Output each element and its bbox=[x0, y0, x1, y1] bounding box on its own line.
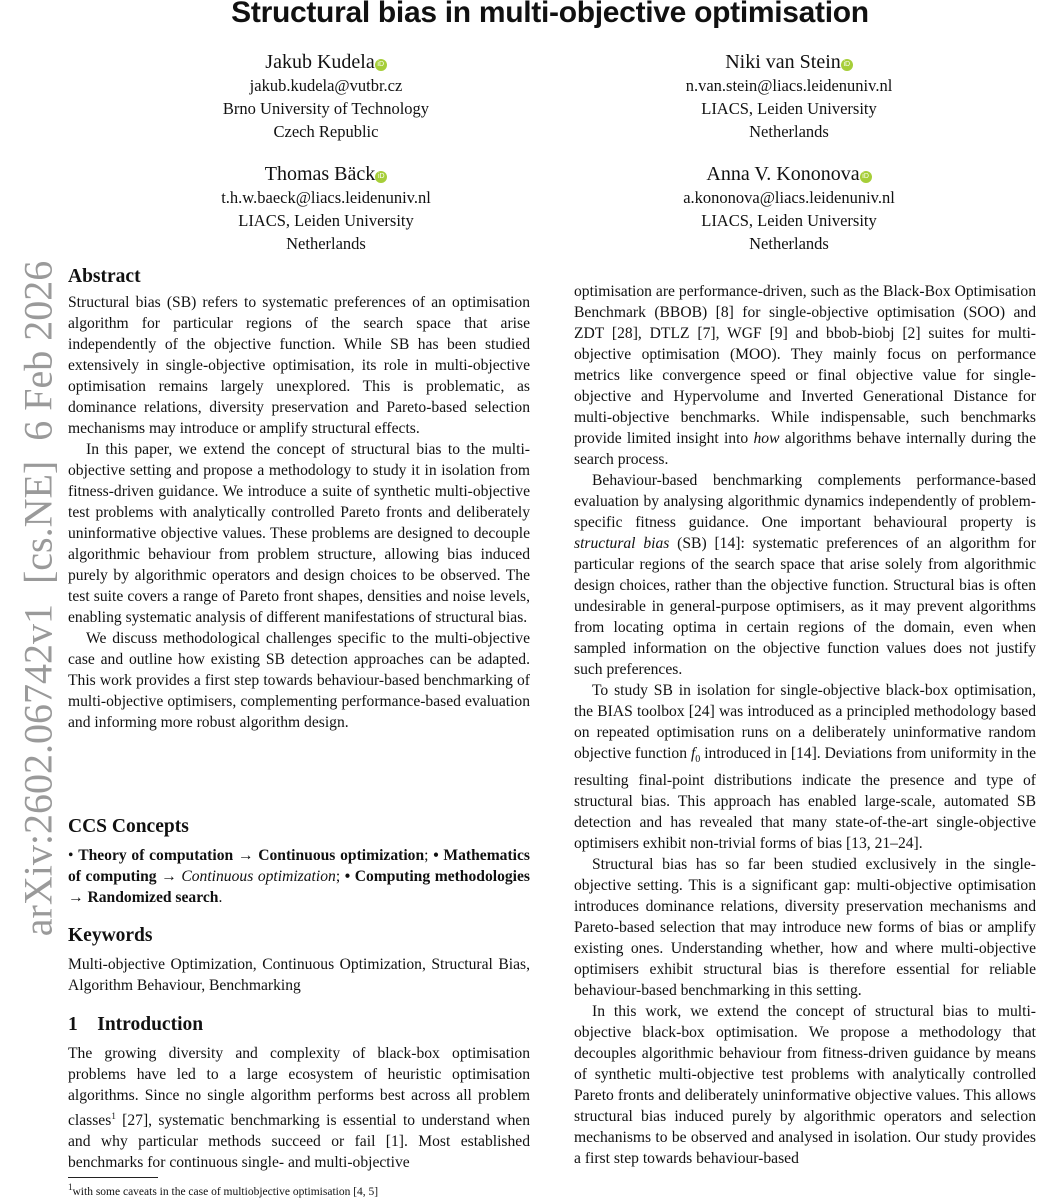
introduction-heading bbox=[68, 1012, 203, 1038]
arrow: → bbox=[233, 847, 259, 864]
author-country: Netherlands bbox=[286, 234, 366, 253]
author-affiliation: LIACS, Leiden University bbox=[701, 99, 877, 118]
footnote-divider bbox=[68, 1177, 158, 1178]
section-title: Introduction bbox=[97, 1014, 204, 1035]
arxiv-identifier[interactable]: arXiv:2602.06742v1 [cs.NE] 6 Feb 2026 bbox=[15, 260, 61, 937]
footnote bbox=[68, 1180, 378, 1199]
orcid-icon[interactable]: iD bbox=[375, 59, 387, 71]
intro-paragraph bbox=[68, 1043, 530, 1173]
abstract-heading: Abstract bbox=[68, 266, 141, 287]
ccs-term: Computing methodologies bbox=[354, 868, 530, 885]
footnote-mark: 1 bbox=[68, 1182, 73, 1192]
author-block bbox=[589, 162, 989, 255]
author-name: Anna V. Kononova bbox=[706, 163, 860, 185]
abstract-paragraph: We discuss methodological challenges specific to the multi-objective case and outline how existing SB detection approaches can be adapted. This work provides a first step towards behaviour-based benchmarking of multi-objective optimisers, complementing performance-based evaluation and informing more robust algorithm design. bbox=[68, 630, 530, 731]
keywords-heading: Keywords bbox=[68, 925, 153, 946]
ccs-term: Continuous optimization bbox=[258, 847, 425, 864]
ccs-concepts bbox=[68, 845, 530, 908]
author-block bbox=[589, 50, 989, 143]
text: (SB) [14]: systematic preferences of an algorithm for particular regions of the search space that arise solely from algorithmic design choices, rather than the objective function. Structural bias is often undesirable in general-purpose optimisers, as it may prevent algorithms from locating optima in certain regions of the domain, even when sampled information on the objective function values does not justify such preferences. bbox=[574, 535, 1036, 678]
bullet: • bbox=[433, 847, 444, 864]
footnote-text: with some caveats in the case of multiobjective optimisation [4, 5] bbox=[72, 1185, 379, 1198]
intro-paragraph: In this work, we extend the concept of structural bias to multi-objective black-box optimisation. We propose a methodology that decouples algorithmic behaviour from fitness-driven guidance by means of synthetic multi-objective test problems with analytically controlled Pareto fronts and deliberately uninformative objective values. This allows structural bias induced purely by algorithmic operators and selection mechanisms to be observed and analysed in isolation. Our study provides a first step towards behaviour-based bbox=[574, 1003, 1036, 1168]
ccs-term: Continuous optimization bbox=[181, 868, 336, 885]
orcid-icon[interactable]: iD bbox=[860, 171, 872, 183]
math-subscript: 0 bbox=[695, 754, 701, 766]
ccs-heading: CCS Concepts bbox=[68, 816, 189, 837]
intro-body-right bbox=[574, 281, 1036, 1169]
author-country: Netherlands bbox=[749, 122, 829, 141]
separator: ; bbox=[424, 847, 434, 864]
intro-paragraph bbox=[574, 680, 1036, 854]
intro-paragraph bbox=[574, 281, 1036, 470]
author-affiliation: LIACS, Leiden University bbox=[701, 211, 877, 230]
ccs-term: Theory of computation bbox=[78, 847, 234, 864]
orcid-icon[interactable]: iD bbox=[375, 171, 387, 183]
separator: . bbox=[218, 889, 223, 906]
abstract-body bbox=[68, 292, 530, 733]
section-number: 1 bbox=[68, 1014, 78, 1035]
author-email: n.van.stein@liacs.leidenuniv.nl bbox=[685, 76, 893, 95]
paper-title: Structural bias in multi-objective optimisation bbox=[231, 0, 869, 29]
text: Behaviour-based benchmarking complements performance-based evaluation by analysing algorithmic dynamics independently of problem-specific fitness guidance. One important behavioural property is bbox=[574, 472, 1036, 531]
author-name: Thomas Bäck bbox=[264, 163, 376, 185]
intro-paragraph bbox=[574, 470, 1036, 680]
emphasis: structural bias bbox=[574, 535, 670, 552]
bullet: • bbox=[344, 868, 355, 885]
author-country: Netherlands bbox=[749, 234, 829, 253]
keywords-text: Multi-objective Optimization, Continuous Optimization, Structural Bias, Algorithm Behaviour, Benchmarking bbox=[68, 956, 530, 994]
intro-paragraph: Structural bias has so far been studied exclusively in the single-objective setting. This is a significant gap: multi-objective optimisation introduces dominance relations, diversity preservation mechanisms and Pareto-based selection that may introduce new forms of bias or amplify existing ones. Understanding whether, how and where multi-objective optimisers exhibit structural bias is therefore essential for reliable behaviour-based benchmarking in this setting. bbox=[574, 856, 1036, 1000]
abstract-paragraph: Structural bias (SB) refers to systematic preferences of an optimisation algorithm for particular regions of the search space that arise independently of the objective function. While SB has been studied extensively in single-objective optimisation, its role in multi-objective optimisation remains largely unexplored. This is problematic, as dominance relations, diversity preservation and Pareto-based selection mechanisms may introduce or amplify structural effects. bbox=[68, 294, 530, 437]
ccs-term: Randomized search bbox=[87, 889, 219, 906]
text: [27], systematic benchmarking is essential to understand when and why particular methods succeed or fail [1]. Most established benchmarks for continuous single- and multi-objective bbox=[68, 1112, 530, 1172]
arrow: → bbox=[156, 868, 182, 885]
text: To study SB in isolation for single-objective black-box optimisation, the BIAS toolbox [24] was introduced as a principled methodology based on repeated optimisation runs on a deliberately uninformative random objective function bbox=[574, 682, 1036, 762]
intro-body-left bbox=[68, 1043, 530, 1173]
author-affiliation: LIACS, Leiden University bbox=[238, 211, 414, 230]
author-email: t.h.w.baeck@liacs.leidenuniv.nl bbox=[221, 188, 431, 207]
author-name: Jakub Kudela bbox=[265, 51, 375, 73]
abstract-paragraph: In this paper, we extend the concept of structural bias to the multi-objective setting and propose a methodology to study it in isolation from fitness-driven guidance. We introduce a suite of synthetic multi-objective test problems with analytically controlled Pareto fronts and deliberately uninformative objective values. These problems are designed to decouple algorithmic behaviour from problem structure, allowing bias induced purely by algorithmic operators and design choices to be observed. The test suite covers a range of Pareto front shapes, densities and noise levels, enabling systematic analysis of different manifestations of structural bias. bbox=[68, 441, 530, 626]
footnote-ref[interactable]: 1 bbox=[111, 1111, 116, 1121]
math-symbol: f bbox=[690, 745, 696, 762]
author-country: Czech Republic bbox=[273, 122, 379, 141]
ccs-term: Mathematics of computing bbox=[68, 847, 530, 885]
text: introduced in [14]. Deviations from uniformity in the resulting final-point distributions indicate the presence and type of structural bias. This approach has enabled large-scale, automated SB detection and has revealed that many state-of-the-art single-objective optimisers exhibit non-trivial forms of bias [13, 21–24]. bbox=[574, 745, 1036, 853]
emphasis: how bbox=[753, 430, 780, 447]
text: algorithms behave internally during the search process. bbox=[574, 430, 1037, 468]
author-email: a.kononova@liacs.leidenuniv.nl bbox=[683, 188, 895, 207]
text: optimisation are performance-driven, such as the Black-Box Optimisation Benchmark (BBOB) [8] for single-objective optimisation (SOO) and ZDT [28], DTLZ [7], WGF [9] and bbob-biobj [2] suites for multi-objective optimisation (MOO). They mainly focus on performance metrics like convergence speed or final objective value for single-objective and Hypervolume and Inverted Generational Distance for multi-objective benchmarks. While indispensable, such benchmarks provide limited insight into bbox=[574, 283, 1036, 447]
separator: ; bbox=[335, 868, 345, 885]
author-email: jakub.kudela@vutbr.cz bbox=[249, 76, 403, 95]
text: The growing diversity and complexity of black-box optimisation problems have led to a large ecosystem of heuristic optimisation algorithms. Since no single algorithm performs best across all problem classes bbox=[68, 1045, 530, 1130]
author-block bbox=[126, 50, 526, 143]
author-block bbox=[126, 162, 526, 255]
orcid-icon[interactable]: iD bbox=[841, 59, 853, 71]
bullet: • bbox=[68, 847, 79, 864]
arrow: → bbox=[68, 889, 88, 906]
author-affiliation: Brno University of Technology bbox=[222, 99, 430, 118]
author-name: Niki van Stein bbox=[725, 51, 841, 73]
